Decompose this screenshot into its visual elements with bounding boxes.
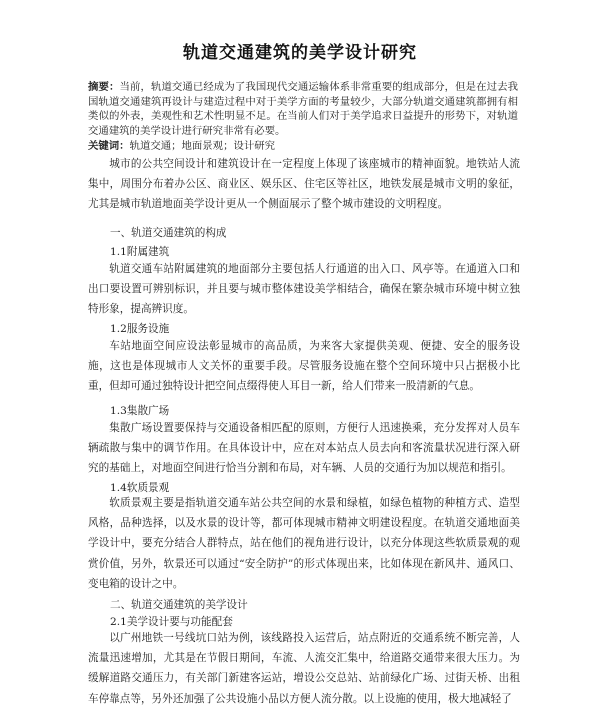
- keywords-text: 轨道交通；地面景观；设计研究: [129, 140, 276, 152]
- subsection-2-1-heading: 2.1美学设计要与功能配套: [110, 616, 233, 628]
- section-2-heading: 二、轨道交通建筑的美学设计: [110, 599, 248, 611]
- subsection-1-3-paragraph: 集散广场设置要保持与交通设备相匹配的原则，方便行人迅速换乘，充分发挥对人员车辆疏散与集中的调节作用。在具体设计中，应在对本站点人员去向和客流量状况进行深入研究的基础上，对地面空间进行恰当分割和布局，对车辆、人员的交通行为加以规范和指引。: [88, 422, 520, 475]
- subsection-1-2-paragraph: 车站地面空间应设法彰显城市的高品质，为来客大家提供美观、便捷、安全的服务设施，这也是体现城市人文关怀的重要手段。尽管服务设施在整个空间环境中只占据极小比重，但却可通过独特设计把空间点缀得使人耳目一新，给人们带来一股清新的气息。: [88, 340, 520, 393]
- keywords: [88, 139, 518, 153]
- page-title: 轨道交通建筑的美学设计研究: [183, 43, 417, 63]
- subsection-2-1-paragraph: 以广州地铁一号线坑口站为例，该线路投入运营后，站点附近的交通系统不断完善，人流量迅速增加，尤其是在节假日期间，车流、人流交汇集中，给道路交通带来很大压力。为缓解道路交通压力，有关部门新建客运站，增设公交总站、站前绿化广场、过街天桥、出租车停靠点等，另外还加强了公共设施小品以方便人流分散。以上设施的使用，极大地减轻了: [88, 632, 520, 705]
- intro-paragraph: 城市的公共空间设计和建筑设计在一定程度上体现了该座城市的精神面貌。地铁站人流集中，周围分布着办公区、商业区、娱乐区、住宅区等社区，地铁发展是城市文明的象征，尤其是城市轨道地面美学设计更从一个侧面展示了整个城市建设的文明程度。: [88, 158, 520, 211]
- subsection-1-4-heading: 1.4软质景观: [110, 482, 170, 494]
- subsection-1-4-paragraph: 软质景观主要是指轨道交通车站公共空间的水景和绿植，如绿色植物的种植方式、造型风格，品种选择，以及水景的设计等，都可体现城市精神文明建设程度。在轨道交通地面美学设计中，要充分结合人群特点，站在他们的视角进行设计，以充分体现这些软质景观的观赏价值，另外，软景还可以通过“安全防护”的形式体现出来，比如体现在新风井、通风口、变电箱的设计之中。: [88, 497, 520, 590]
- section-1-heading: 一、轨道交通建筑的构成: [110, 227, 227, 239]
- abstract: [88, 80, 518, 138]
- keywords-label: 关键词：: [88, 140, 130, 152]
- abstract-text: 当前，轨道交通已经成为了我国现代交通运输体系非常重要的组成部分，但是在过去我国轨道交通建筑再设计与建造过程中对于美学方面的考量较少，大部分轨道交通建筑都拥有相类似的外表，美观性和艺术性明显不足。在当前人们对于美学追求日益提升的形势下，对轨道交通建筑的美学设计进行研究非常有必要。: [88, 81, 519, 137]
- subsection-1-3-heading: 1.3集散广场: [110, 405, 170, 417]
- subsection-1-2-heading: 1.2服务设施: [110, 323, 170, 335]
- subsection-1-1-heading: 1.1附属建筑: [110, 246, 170, 258]
- abstract-label: 摘要：: [88, 81, 120, 93]
- subsection-1-1-paragraph: 轨道交通车站附属建筑的地面部分主要包括人行通道的出入口、风亭等。在通道入口和出口要设置可辨别标识，并且要与城市整体建设美学相结合，确保在繁杂城市环境中树立独特形象，提高辨识度。: [88, 263, 520, 316]
